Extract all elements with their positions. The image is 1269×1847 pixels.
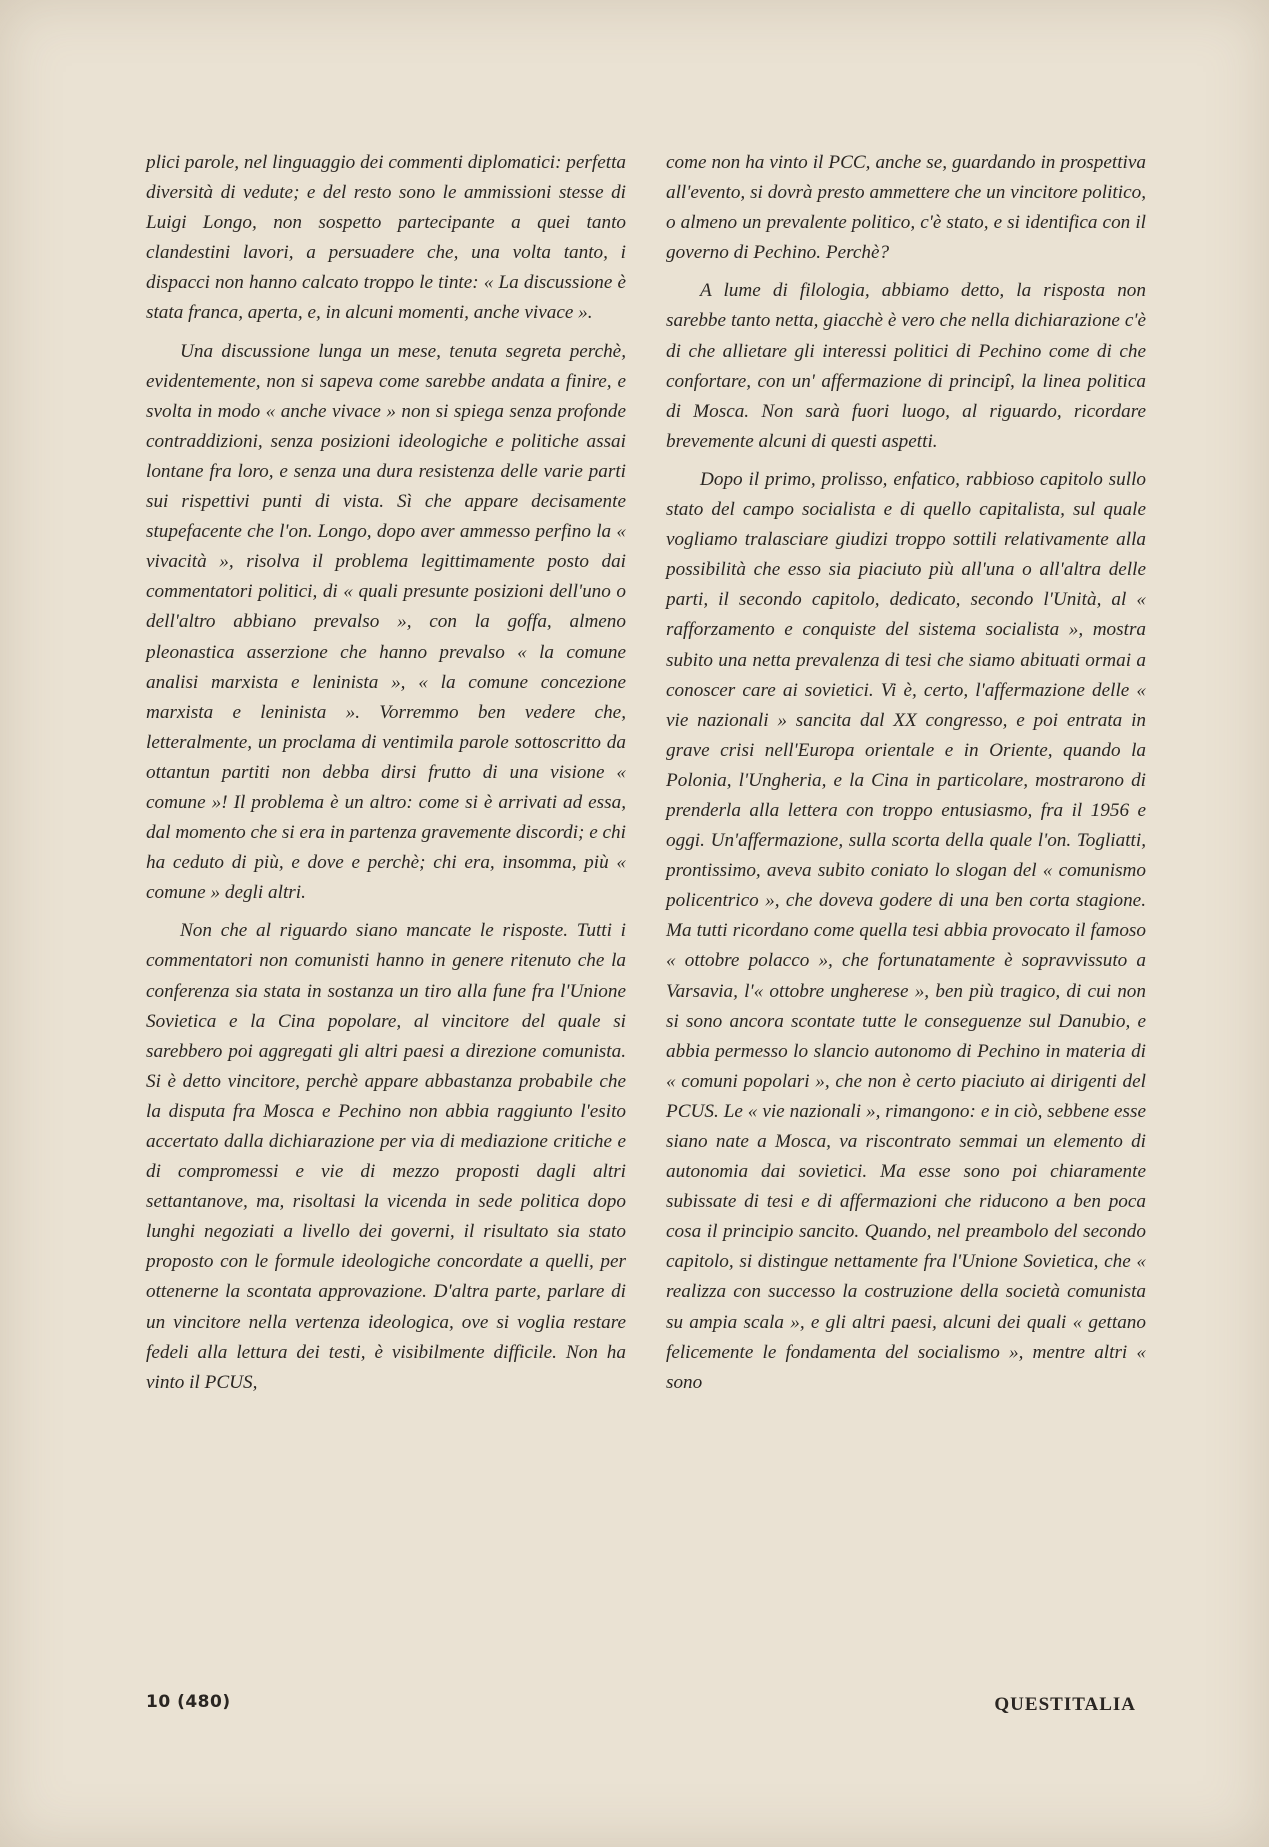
- paragraph: A lume di filologia, abbiamo detto, la risposta non sarebbe tanto netta, giacchè è vero che nella dichiarazione c'è di che allietare gli interessi politici di Pechino come di che confortare, con un' affermazione di principî, la linea politica di Mosca. Non sarà fuori luogo, al riguardo, ricordare brevemente alcuni di questi aspetti.: [666, 280, 1146, 452]
- left-text-column: [146, 148, 626, 1406]
- page-number: 10 (480): [146, 1692, 231, 1712]
- paragraph: plici parole, nel linguaggio dei commenti diplomatici: perfetta diversità di vedute; e del resto sono le ammissioni stesse di Luigi Longo, non sospetto partecipante a quei tanto clandestini lavori, a persuadere che, una volta tanto, i dispacci non hanno calcato troppo le tinte: « La discussione è stata franca, aperta, e, in alcuni momenti, anche vivace ».: [146, 152, 626, 324]
- paragraph: Una discussione lunga un mese, tenuta segreta perchè, evidentemente, non si sapeva come sarebbe andata a finire, e svolta in modo « anche vivace » non si spiega senza profonde contraddizioni, senza posizioni ideologiche e politiche assai lontane fra loro, e senza una dura resistenza delle varie parti sui rispettivi punti di vista. Sì che appare decisamente stupefacente che l'on. Longo, dopo aver ammesso perfino la « vivacità », risolva il problema legittimamente posto dai commentatori politici, di « quali presunte posizioni dell'uno o dell'altro abbiano prevalso », con la goffa, almeno pleonastica asserzione che hanno prevalso « la comune analisi marxista e leninista », « la comune concezione marxista e leninista ». Vorremmo ben vedere che, letteralmente, un proclama di ventimila parole sottoscritto da ottantun partiti non debba dirsi frutto di una visione « comune »! Il problema è un altro: come si è arrivati ad essa, dal momento che si era in partenza gravemente discordi; e chi ha ceduto di più, e dove e perchè; chi era, insomma, più « comune » degli altri.: [146, 340, 626, 904]
- paragraph: Dopo il primo, prolisso, enfatico, rabbioso capitolo sullo stato del campo socialista e di quello capitalista, sul quale vogliamo tralasciare giudizi troppo sottili relativamente alla possibilità che esso sia piaciuto più all'una o all'altra delle parti, il secondo capitolo, dedicato, secondo l'Unità, al « rafforzamento e conquiste del sistema socialista », mostra subito una netta prevalenza di tesi che siamo abituati ormai a conoscer care ai sovietici. Vi è, certo, l'affermazione delle « vie nazionali » sancita dal XX congresso, e poi entrata in grave crisi nell'Europa orientale e in Oriente, quando la Polonia, l'Ungheria, e la Cina in particolare, mostrarono di prenderla alla lettera con troppo entusiasmo, fra il 1956 e oggi. Un'affermazione, sulla scorta della quale l'on. Togliatti, prontissimo, aveva subito coniato lo slogan del « comunismo policentrico », che doveva godere di una ben corta stagione. Ma tutti ricordano come quella tesi abbia provocato il famoso « ottobre polacco », che fortunatamente è sopravvissuto a Varsavia, l'« ottobre ungherese », ben più tragico, di cui non si sono ancora scontate tutte le conseguenze sul Danubio, e abbia permesso lo slancio autonomo di Pechino in materia di « comuni popolari », che non è certo piaciuto ai dirigenti del PCUS. Le « vie nazionali », rimangono: e in ciò, sebbene esse siano nate a Mosca, va riscontrato semmai un elemento di autonomia dai sovietici. Ma esse sono poi chiaramente subissate di tesi e di affermazioni che riducono a ben poca cosa il principio sancito. Quando, nel preambolo del secondo capitolo, si distingue nettamente fra l'Unione Sovietica, che « realizza con successo la costruzione della società comunista su ampia scala », e gli altri paesi, alcuni dei quali « gettano felicemente le fondamenta del socialismo », mentre altri « sono: [666, 468, 1146, 1393]
- paragraph: come non ha vinto il PCC, anche se, guardando in prospettiva all'evento, si dovrà presto ammettere che un vincitore politico, o almeno un prevalente politico, c'è stato, e si identifica con il governo di Pechino. Perchè?: [666, 152, 1146, 264]
- publication-name: QUESTITALIA: [994, 1694, 1136, 1715]
- paragraph: Non che al riguardo siano mancate le risposte. Tutti i commentatori non comunisti hanno in genere ritenuto che la conferenza sia stata in sostanza un tiro alla fune fra l'Unione Sovietica e la Cina popolare, al vincitore del quale si sarebbero poi aggregati gli altri paesi a direzione comunista. Si è detto vincitore, perchè appare abbastanza probabile che la disputa fra Mosca e Pechino non abbia raggiunto l'esito accertato dalla dichiarazione per via di mediazione critiche e di compromessi e vie di mezzo proposti dagli altri settantanove, ma, risoltasi la vicenda in sede politica dopo lunghi negoziati a livello dei governi, il risultato sia stato proposto con le formule ideologiche concordate a quelli, per ottenerne la scontata approvazione. D'altra parte, parlare di un vincitore nella vertenza ideologica, ove si voglia restare fedeli alla lettura dei testi, è visibilmente difficile. Non ha vinto il PCUS,: [146, 920, 626, 1393]
- right-text-column: [666, 148, 1146, 1406]
